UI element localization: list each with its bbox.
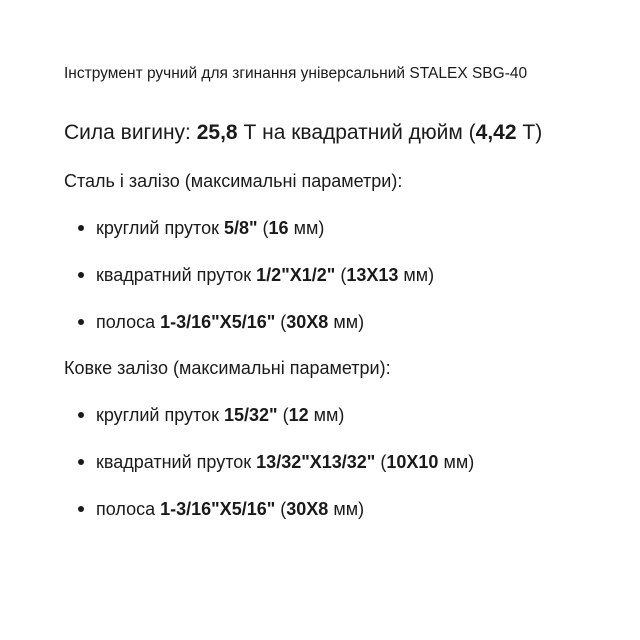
list-item: [78, 217, 324, 239]
item-mm: 30X8: [286, 312, 329, 332]
item-inch: 1/2"X1/2": [256, 265, 336, 285]
item-open: (: [280, 312, 287, 332]
bullet-icon: [78, 412, 84, 418]
section-heading-wrought-iron: Ковке залізо (максимальні параметри):: [64, 358, 391, 378]
item-name: круглий пруток: [96, 218, 219, 238]
force-unit-2: Т): [522, 121, 543, 144]
bullet-icon: [78, 459, 84, 465]
product-title: Інструмент ручний для згинання універсальний STALEX SBG-40: [64, 65, 528, 82]
item-open: (: [262, 218, 269, 238]
force-label: Сила вигину:: [64, 121, 191, 144]
item-unit: мм): [443, 452, 475, 472]
item-name: квадратний пруток: [96, 265, 252, 285]
item-unit: мм): [333, 499, 365, 519]
item-inch: 15/32": [223, 405, 278, 425]
list-item: [78, 451, 474, 473]
item-mm: 10X10: [386, 452, 439, 472]
force-unit-text: Т на квадратний дюйм (: [243, 121, 476, 144]
item-name: полоса: [96, 499, 156, 519]
force-value: 25,8: [196, 121, 238, 144]
item-mm: 13X13: [346, 265, 399, 285]
item-mm: 30X8: [286, 499, 329, 519]
item-unit: мм): [333, 312, 365, 332]
bullet-icon: [78, 319, 84, 325]
list-item: [78, 264, 434, 286]
list-item: [78, 404, 344, 426]
item-open: (: [340, 265, 347, 285]
item-unit: мм): [313, 405, 345, 425]
bullet-icon: [78, 506, 84, 512]
item-name: круглий пруток: [96, 405, 219, 425]
force-value-2: 4,42: [475, 121, 517, 144]
item-unit: мм): [293, 218, 325, 238]
item-mm: 12: [288, 405, 309, 425]
item-name: квадратний пруток: [96, 452, 252, 472]
bullet-icon: [78, 272, 84, 278]
bullet-icon: [78, 225, 84, 231]
section-heading-steel: Сталь і залізо (максимальні параметри):: [64, 171, 403, 191]
item-inch: 13/32"X13/32": [256, 452, 376, 472]
item-unit: мм): [403, 265, 435, 285]
list-item: [78, 311, 364, 333]
item-open: (: [280, 499, 287, 519]
item-open: (: [380, 452, 387, 472]
item-inch: 1-3/16"X5/16": [160, 312, 276, 332]
bending-force: [64, 120, 542, 146]
item-open: (: [282, 405, 289, 425]
item-mm: 16: [268, 218, 289, 238]
list-item: [78, 498, 364, 520]
item-name: полоса: [96, 312, 156, 332]
item-inch: 1-3/16"X5/16": [160, 499, 276, 519]
item-inch: 5/8": [223, 218, 258, 238]
